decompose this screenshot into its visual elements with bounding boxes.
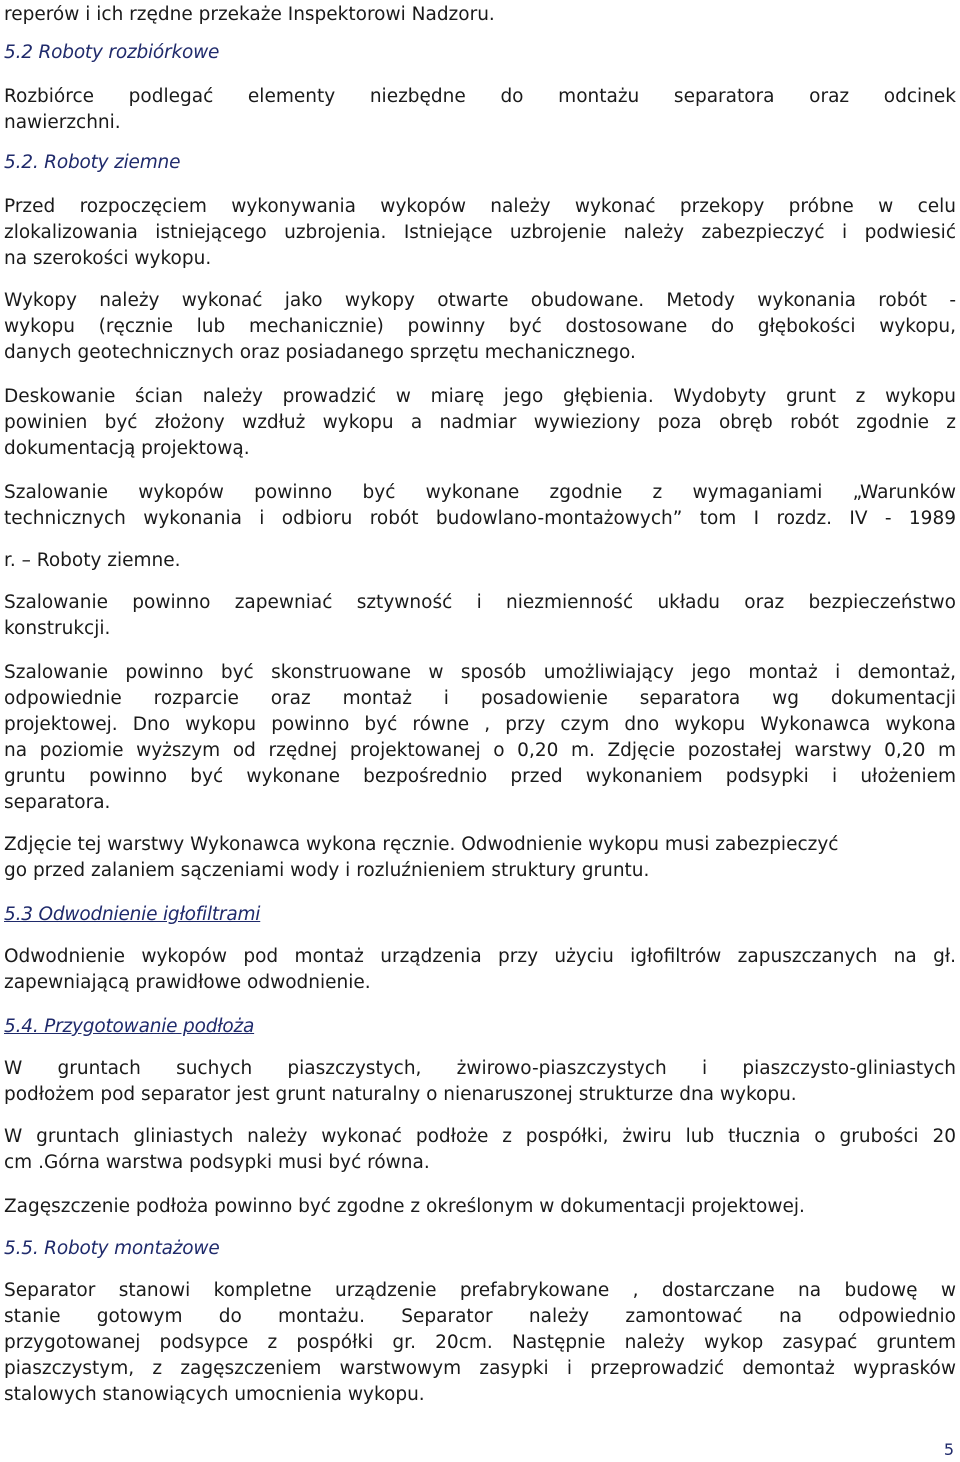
- text-line: gruntu powinno być wykonane bezpośrednio przed wykonaniem podsypki i ułożeniem: [4, 766, 956, 787]
- section-heading: 5.3 Odwodnienie igłofiltrami: [4, 904, 261, 925]
- section-heading: 5.2 Roboty rozbiórkowe: [4, 42, 220, 63]
- text-line: technicznych wykonania i odbioru robót budowlano-montażowych” tom I rozdz. IV - 1989: [4, 508, 956, 529]
- text-line: separatora.: [4, 792, 111, 813]
- page-number: 5: [943, 1440, 954, 1459]
- text-line: przygotowanej podsypce z pospółki gr. 20cm. Następnie należy wykop zasypać gruntem: [4, 1332, 956, 1353]
- text-line: zapewniającą prawidłowe odwodnienie.: [4, 972, 371, 993]
- section-heading: 5.4. Przygotowanie podłoża: [4, 1016, 255, 1037]
- text-line: Deskowanie ścian należy prowadzić w miarę jego głębienia. Wydobyty grunt z wykopu: [4, 386, 956, 407]
- text-line: go przed zalaniem sączeniami wody i rozluźnieniem struktury gruntu.: [4, 860, 650, 881]
- text-line: konstrukcji.: [4, 618, 111, 639]
- text-line: podłożem pod separator jest grunt naturalny o nienaruszonej strukturze dna wykopu.: [4, 1084, 797, 1105]
- text-line: na poziomie wyższym od rzędnej projektowanej o 0,20 m. Zdjęcie pozostałej warstwy 0,20 m: [4, 740, 956, 761]
- text-line: Przed rozpoczęciem wykonywania wykopów należy wykonać przekopy próbne w celu: [4, 196, 956, 217]
- text-line: dokumentacją projektową.: [4, 438, 250, 459]
- text-line: W gruntach gliniastych należy wykonać podłoże z pospółki, żwiru lub tłucznia o grubości 20: [4, 1126, 956, 1147]
- text-line: Szalowanie powinno zapewniać sztywność i niezmienność układu oraz bezpieczeństwo: [4, 592, 956, 613]
- text-line: Wykopy należy wykonać jako wykopy otwarte obudowane. Metody wykonania robót -: [4, 290, 956, 311]
- text-line: Odwodnienie wykopów pod montaż urządzenia przy użyciu igłofiltrów zapuszczanych na gł.: [4, 946, 956, 967]
- text-line: danych geotechnicznych oraz posiadanego sprzętu mechanicznego.: [4, 342, 636, 363]
- text-line: stanie gotowym do montażu. Separator należy zamontować na odpowiednio: [4, 1306, 956, 1327]
- text-line: Szalowanie wykopów powinno być wykonane zgodnie z wymaganiami „Warunków: [4, 482, 956, 503]
- text-line: r. – Roboty ziemne.: [4, 550, 181, 571]
- text-line: Zagęszczenie podłoża powinno być zgodne z określonym w dokumentacji projektowej.: [4, 1196, 805, 1217]
- text-line: odpowiednie rozparcie oraz montaż i posadowienie separatora wg dokumentacji: [4, 688, 956, 709]
- text-line: reperów i ich rzędne przekaże Inspektorowi Nadzoru.: [4, 4, 495, 25]
- text-line: Separator stanowi kompletne urządzenie prefabrykowane , dostarczane na budowę w: [4, 1280, 956, 1301]
- text-line: Szalowanie powinno być skonstruowane w sposób umożliwiający jego montaż i demontaż,: [4, 662, 956, 683]
- text-line: W gruntach suchych piaszczystych, żwirowo-piaszczystych i piaszczysto-gliniastych: [4, 1058, 956, 1079]
- text-line: piaszczystym, z zagęszczeniem warstwowym zasypki i przeprowadzić demontaż wyprasków: [4, 1358, 956, 1379]
- text-line: Zdjęcie tej warstwy Wykonawca wykona ręcznie. Odwodnienie wykopu musi zabezpieczyć: [4, 834, 839, 855]
- text-line: Rozbiórce podlegać elementy niezbędne do montażu separatora oraz odcinek: [4, 86, 956, 107]
- text-line: cm .Górna warstwa podsypki musi być równa.: [4, 1152, 430, 1173]
- section-heading: 5.5. Roboty montażowe: [4, 1238, 220, 1259]
- text-line: wykopu (ręcznie lub mechanicznie) powinny być dostosowane do głębokości wykopu,: [4, 316, 956, 337]
- text-line: na szerokości wykopu.: [4, 248, 212, 269]
- text-line: nawierzchni.: [4, 112, 121, 133]
- text-line: stalowych stanowiących umocnienia wykopu.: [4, 1384, 425, 1405]
- text-line: powinien być złożony wzdłuż wykopu a nadmiar wywieziony poza obręb robót zgodnie z: [4, 412, 956, 433]
- text-line: projektowej. Dno wykopu powinno być równe , przy czym dno wykopu Wykonawca wykona: [4, 714, 956, 735]
- text-line: zlokalizowania istniejącego uzbrojenia. Istniejące uzbrojenie należy zabezpieczyć i podwiesić: [4, 222, 956, 243]
- section-heading: 5.2. Roboty ziemne: [4, 152, 181, 173]
